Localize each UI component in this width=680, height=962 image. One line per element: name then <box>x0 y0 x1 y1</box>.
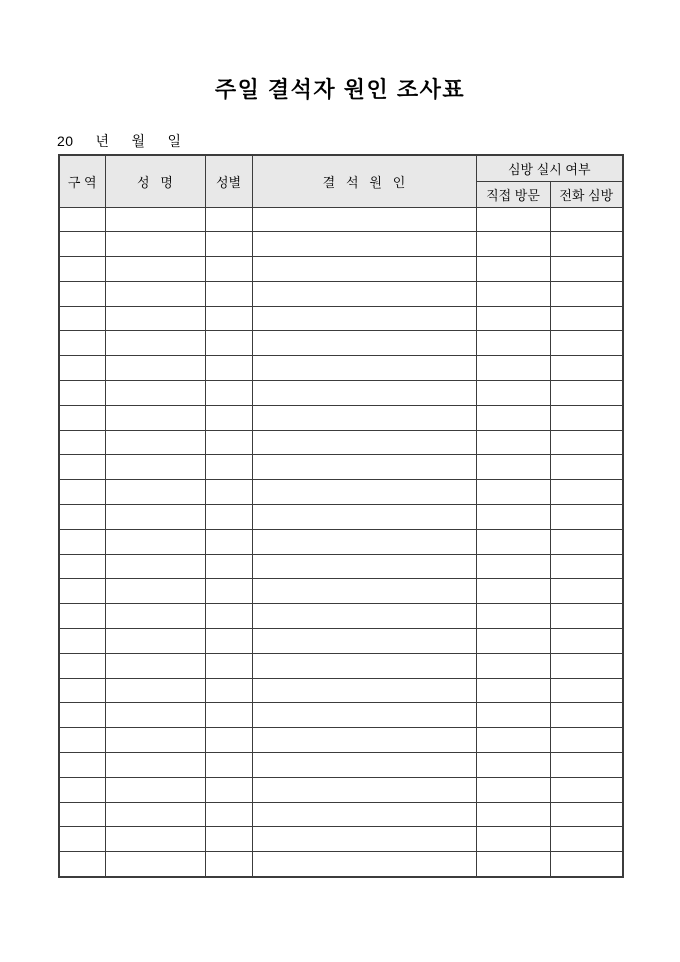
empty-cell[interactable] <box>59 802 105 827</box>
empty-cell[interactable] <box>550 703 623 728</box>
empty-cell[interactable] <box>550 554 623 579</box>
empty-cell[interactable] <box>550 257 623 282</box>
empty-cell[interactable] <box>205 653 252 678</box>
empty-cell[interactable] <box>550 207 623 232</box>
table-row <box>59 505 623 530</box>
empty-cell[interactable] <box>205 777 252 802</box>
page-title: 주일 결석자 원인 조사표 <box>214 77 466 102</box>
empty-cell[interactable] <box>476 629 550 654</box>
empty-cell[interactable] <box>550 777 623 802</box>
table-row <box>59 331 623 356</box>
empty-cell[interactable] <box>105 529 205 554</box>
empty-cell[interactable] <box>476 852 550 877</box>
empty-cell[interactable] <box>59 207 105 232</box>
table-header <box>59 155 623 207</box>
empty-cell[interactable] <box>205 604 252 629</box>
empty-cell[interactable] <box>105 405 205 430</box>
empty-cell[interactable] <box>476 579 550 604</box>
empty-cell[interactable] <box>476 207 550 232</box>
empty-cell[interactable] <box>105 703 205 728</box>
col-header-gender: 성별 <box>205 155 252 207</box>
empty-cell[interactable] <box>550 852 623 877</box>
empty-cell[interactable] <box>205 207 252 232</box>
empty-cell[interactable] <box>205 232 252 257</box>
empty-cell[interactable] <box>59 703 105 728</box>
empty-cell[interactable] <box>59 852 105 877</box>
empty-cell[interactable] <box>550 629 623 654</box>
empty-cell[interactable] <box>550 306 623 331</box>
empty-cell[interactable] <box>105 604 205 629</box>
empty-cell[interactable] <box>205 281 252 306</box>
table-row <box>59 728 623 753</box>
table-row <box>59 629 623 654</box>
empty-cell[interactable] <box>550 480 623 505</box>
col-header-visit-status: 심방 실시 여부 <box>476 155 623 181</box>
empty-cell[interactable] <box>59 306 105 331</box>
table-row <box>59 678 623 703</box>
empty-cell[interactable] <box>59 529 105 554</box>
empty-cell[interactable] <box>252 257 476 282</box>
empty-cell[interactable] <box>205 405 252 430</box>
empty-cell[interactable] <box>550 430 623 455</box>
col-header-region: 구 역 <box>59 155 105 207</box>
empty-cell[interactable] <box>252 653 476 678</box>
table-row <box>59 430 623 455</box>
empty-cell[interactable] <box>205 505 252 530</box>
empty-cell[interactable] <box>252 405 476 430</box>
empty-cell[interactable] <box>59 381 105 406</box>
empty-cell[interactable] <box>105 554 205 579</box>
empty-cell[interactable] <box>59 653 105 678</box>
empty-cell[interactable] <box>252 207 476 232</box>
empty-cell[interactable] <box>476 405 550 430</box>
table-row <box>59 777 623 802</box>
table-row <box>59 480 623 505</box>
empty-cell[interactable] <box>550 455 623 480</box>
empty-cell[interactable] <box>252 505 476 530</box>
empty-cell[interactable] <box>59 629 105 654</box>
empty-cell[interactable] <box>252 281 476 306</box>
empty-cell[interactable] <box>476 703 550 728</box>
empty-cell[interactable] <box>205 381 252 406</box>
empty-cell[interactable] <box>252 678 476 703</box>
empty-cell[interactable] <box>105 852 205 877</box>
empty-cell[interactable] <box>476 480 550 505</box>
table-row <box>59 455 623 480</box>
empty-cell[interactable] <box>550 505 623 530</box>
empty-cell[interactable] <box>252 579 476 604</box>
empty-cell[interactable] <box>205 257 252 282</box>
empty-cell[interactable] <box>476 604 550 629</box>
empty-cell[interactable] <box>476 232 550 257</box>
empty-cell[interactable] <box>59 604 105 629</box>
empty-cell[interactable] <box>476 356 550 381</box>
empty-cell[interactable] <box>105 356 205 381</box>
empty-cell[interactable] <box>59 405 105 430</box>
col-header-phone-visit: 전화 심방 <box>550 181 623 207</box>
empty-cell[interactable] <box>59 430 105 455</box>
table-row <box>59 703 623 728</box>
empty-cell[interactable] <box>550 728 623 753</box>
empty-cell[interactable] <box>550 331 623 356</box>
absentee-survey-table <box>58 154 624 878</box>
empty-cell[interactable] <box>252 852 476 877</box>
empty-cell[interactable] <box>550 356 623 381</box>
empty-cell[interactable] <box>476 802 550 827</box>
empty-cell[interactable] <box>252 331 476 356</box>
empty-cell[interactable] <box>105 728 205 753</box>
table-row <box>59 827 623 852</box>
header-row-main <box>59 155 623 181</box>
empty-cell[interactable] <box>59 728 105 753</box>
empty-cell[interactable] <box>252 827 476 852</box>
empty-cell[interactable] <box>105 306 205 331</box>
table-row <box>59 257 623 282</box>
empty-cell[interactable] <box>550 653 623 678</box>
empty-cell[interactable] <box>105 827 205 852</box>
empty-cell[interactable] <box>476 827 550 852</box>
empty-cell[interactable] <box>105 777 205 802</box>
empty-cell[interactable] <box>59 678 105 703</box>
empty-cell[interactable] <box>252 430 476 455</box>
empty-cell[interactable] <box>105 430 205 455</box>
table-row <box>59 529 623 554</box>
empty-cell[interactable] <box>550 529 623 554</box>
empty-cell[interactable] <box>105 678 205 703</box>
empty-cell[interactable] <box>59 554 105 579</box>
empty-cell[interactable] <box>59 232 105 257</box>
empty-cell[interactable] <box>105 753 205 778</box>
empty-cell[interactable] <box>59 579 105 604</box>
empty-cell[interactable] <box>105 232 205 257</box>
col-header-name: 성 명 <box>105 155 205 207</box>
empty-cell[interactable] <box>252 629 476 654</box>
empty-cell[interactable] <box>476 678 550 703</box>
empty-cell[interactable] <box>550 827 623 852</box>
empty-cell[interactable] <box>205 802 252 827</box>
empty-cell[interactable] <box>205 480 252 505</box>
table-row <box>59 281 623 306</box>
empty-cell[interactable] <box>252 381 476 406</box>
empty-cell[interactable] <box>252 356 476 381</box>
empty-cell[interactable] <box>105 331 205 356</box>
empty-cell[interactable] <box>105 629 205 654</box>
empty-cell[interactable] <box>476 653 550 678</box>
empty-cell[interactable] <box>105 455 205 480</box>
empty-cell[interactable] <box>476 331 550 356</box>
empty-cell[interactable] <box>205 455 252 480</box>
empty-cell[interactable] <box>105 207 205 232</box>
empty-cell[interactable] <box>59 455 105 480</box>
empty-cell[interactable] <box>550 405 623 430</box>
empty-cell[interactable] <box>105 802 205 827</box>
table-row <box>59 232 623 257</box>
empty-cell[interactable] <box>205 331 252 356</box>
empty-cell[interactable] <box>252 728 476 753</box>
empty-cell[interactable] <box>105 381 205 406</box>
empty-cell[interactable] <box>59 331 105 356</box>
empty-cell[interactable] <box>105 505 205 530</box>
empty-cell[interactable] <box>252 753 476 778</box>
empty-cell[interactable] <box>550 381 623 406</box>
empty-cell[interactable] <box>550 802 623 827</box>
empty-cell[interactable] <box>205 529 252 554</box>
table-row <box>59 554 623 579</box>
empty-cell[interactable] <box>550 579 623 604</box>
date-line: 20 년 월 일 <box>57 133 182 149</box>
empty-cell[interactable] <box>252 306 476 331</box>
empty-cell[interactable] <box>252 529 476 554</box>
empty-cell[interactable] <box>105 579 205 604</box>
empty-cell[interactable] <box>205 753 252 778</box>
table-row <box>59 356 623 381</box>
empty-cell[interactable] <box>476 777 550 802</box>
empty-cell[interactable] <box>205 356 252 381</box>
empty-cell[interactable] <box>252 604 476 629</box>
table-row <box>59 579 623 604</box>
empty-cell[interactable] <box>59 505 105 530</box>
table-row <box>59 753 623 778</box>
table-row <box>59 604 623 629</box>
empty-cell[interactable] <box>476 257 550 282</box>
table-row <box>59 207 623 232</box>
empty-cell[interactable] <box>476 430 550 455</box>
empty-cell[interactable] <box>550 753 623 778</box>
empty-cell[interactable] <box>59 777 105 802</box>
empty-cell[interactable] <box>105 653 205 678</box>
table-row <box>59 381 623 406</box>
empty-cell[interactable] <box>59 827 105 852</box>
empty-cell[interactable] <box>252 802 476 827</box>
table-row <box>59 802 623 827</box>
empty-cell[interactable] <box>550 604 623 629</box>
empty-cell[interactable] <box>59 753 105 778</box>
empty-cell[interactable] <box>476 505 550 530</box>
table-row <box>59 653 623 678</box>
empty-cell[interactable] <box>205 852 252 877</box>
empty-cell[interactable] <box>205 554 252 579</box>
table-row <box>59 306 623 331</box>
empty-cell[interactable] <box>476 728 550 753</box>
empty-cell[interactable] <box>252 777 476 802</box>
empty-cell[interactable] <box>205 430 252 455</box>
empty-cell[interactable] <box>205 703 252 728</box>
empty-cell[interactable] <box>205 728 252 753</box>
empty-cell[interactable] <box>105 257 205 282</box>
empty-cell[interactable] <box>550 678 623 703</box>
empty-cell[interactable] <box>476 281 550 306</box>
empty-cell[interactable] <box>252 703 476 728</box>
empty-cell[interactable] <box>476 306 550 331</box>
empty-cell[interactable] <box>59 356 105 381</box>
empty-cell[interactable] <box>476 554 550 579</box>
empty-cell[interactable] <box>105 281 205 306</box>
empty-cell[interactable] <box>252 232 476 257</box>
empty-cell[interactable] <box>476 753 550 778</box>
empty-cell[interactable] <box>205 827 252 852</box>
empty-cell[interactable] <box>205 306 252 331</box>
empty-cell[interactable] <box>205 678 252 703</box>
table-row <box>59 852 623 877</box>
table-body <box>59 207 623 877</box>
empty-cell[interactable] <box>252 480 476 505</box>
empty-cell[interactable] <box>550 232 623 257</box>
empty-cell[interactable] <box>476 529 550 554</box>
empty-cell[interactable] <box>252 554 476 579</box>
col-header-direct-visit: 직접 방문 <box>476 181 550 207</box>
empty-cell[interactable] <box>59 257 105 282</box>
empty-cell[interactable] <box>252 455 476 480</box>
empty-cell[interactable] <box>550 281 623 306</box>
empty-cell[interactable] <box>105 480 205 505</box>
empty-cell[interactable] <box>205 629 252 654</box>
empty-cell[interactable] <box>476 381 550 406</box>
empty-cell[interactable] <box>59 480 105 505</box>
empty-cell[interactable] <box>476 455 550 480</box>
table-row <box>59 405 623 430</box>
col-header-absence-cause: 결 석 원 인 <box>252 155 476 207</box>
empty-cell[interactable] <box>59 281 105 306</box>
empty-cell[interactable] <box>205 579 252 604</box>
